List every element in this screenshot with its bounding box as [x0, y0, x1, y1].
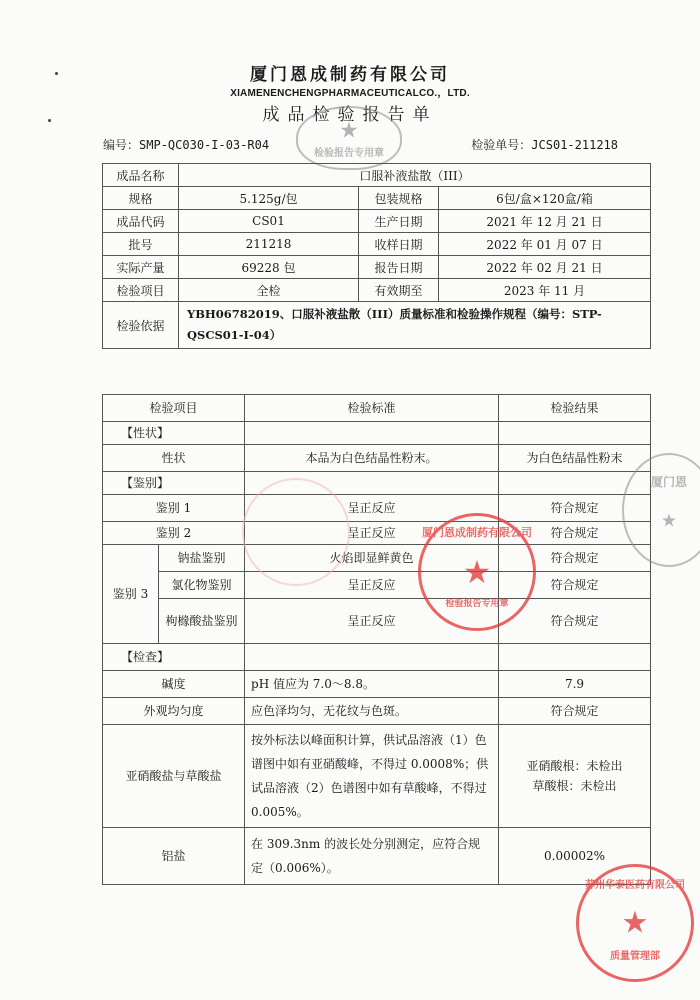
company-name-en: XIAMENENCHENGPHARMACEUTICALCO.，LTD. [230, 88, 470, 99]
doc-no-label: 编号： [103, 138, 140, 152]
doc-no-value: SMP-QC030-I-03-R04 [139, 138, 270, 152]
id1-item: 鉴别 1 [103, 495, 245, 522]
product-name-value: 口服补液盐散（III） [179, 164, 651, 187]
id1-standard: 呈正反应 [245, 495, 499, 522]
table-row [103, 572, 651, 599]
id3c-standard: 呈正反应 [245, 599, 499, 644]
id3a-standard: 火焰即显鲜黄色 [245, 545, 499, 572]
section-identification: 【鉴别】 [103, 472, 245, 495]
section-check: 【检查】 [103, 644, 245, 671]
table-row [103, 472, 651, 495]
uniformity-result: 符合规定 [499, 698, 651, 725]
table-row [103, 233, 651, 256]
aluminum-item: 铝盐 [103, 828, 245, 885]
expiry-value: 2023 年 11 月 [439, 279, 651, 302]
table-row [103, 422, 651, 445]
appearance-item: 性状 [103, 445, 245, 472]
product-info-table [102, 163, 651, 349]
report-no-label: 检验单号： [471, 138, 532, 152]
table-row [103, 302, 651, 349]
id2-item: 鉴别 2 [103, 522, 245, 545]
table-row [103, 279, 651, 302]
red-stamp-subtext: 检验报告专用章 [445, 599, 509, 609]
code-label: 成品代码 [103, 210, 179, 233]
appearance-standard: 本品为白色结晶性粉末。 [245, 445, 499, 472]
star-icon: ★ [462, 553, 492, 591]
table-row [103, 828, 651, 885]
package-label: 包装规格 [359, 187, 439, 210]
id3a-item: 钠盐鉴别 [159, 545, 245, 572]
id3c-item: 枸橼酸盐鉴别 [159, 599, 245, 644]
mfg-date-label: 生产日期 [359, 210, 439, 233]
spec-label: 规格 [103, 187, 179, 210]
table-row [103, 187, 651, 210]
col-item-header: 检验项目 [103, 395, 245, 422]
basis-label: 检验依据 [103, 302, 179, 349]
mfg-date-value: 2021 年 12 月 21 日 [439, 210, 651, 233]
output-label: 实际产量 [103, 256, 179, 279]
table-row [103, 644, 651, 671]
product-name-label: 成品名称 [103, 164, 179, 187]
basis-value: YBH06782019、口服补液盐散（III）质量标准和检验操作规程（编号：STP-QSCS01-I-04） [179, 302, 651, 349]
table-row [103, 164, 651, 187]
table-header-row [103, 395, 651, 422]
section-appearance: 【性状】 [103, 422, 245, 445]
table-row [103, 725, 651, 828]
id2-result: 符合规定 [499, 522, 651, 545]
quality-stamp-subtext: 质量管理部 [610, 951, 660, 962]
quality-stamp-text: 苏州华泰医药有限公司 [585, 880, 685, 891]
table-row [103, 495, 651, 522]
receive-date-label: 收样日期 [359, 233, 439, 256]
id1-result: 符合规定 [499, 495, 651, 522]
items-label: 检验项目 [103, 279, 179, 302]
id2-standard: 呈正反应 [245, 522, 499, 545]
table-row [103, 522, 651, 545]
id3-group-label: 鉴别 3 [103, 545, 159, 644]
uniformity-item: 外观均匀度 [103, 698, 245, 725]
report-date-value: 2022 年 02 月 21 日 [439, 256, 651, 279]
aluminum-result: 0.00002% [499, 828, 651, 885]
output-value: 69228 包 [179, 256, 359, 279]
batch-value: 211218 [179, 233, 359, 256]
document-title: 成品检验报告单 [262, 105, 438, 125]
company-name-cn: 厦门恩成制药有限公司 [250, 65, 450, 85]
spec-value: 5.125g/包 [179, 187, 359, 210]
report-number [471, 136, 618, 153]
col-result-header: 检验结果 [499, 395, 651, 422]
document-number [103, 136, 269, 153]
id3b-standard: 呈正反应 [245, 572, 499, 599]
nitrite-result-line: 亚硝酸根：未检出 [526, 759, 623, 773]
col-standard-header: 检验标准 [245, 395, 499, 422]
code-value: CS01 [179, 210, 359, 233]
receive-date-value: 2022 年 01 月 07 日 [439, 233, 651, 256]
aluminum-standard: 在 309.3nm 的波长处分别测定，应符合规定（0.006%）。 [245, 828, 499, 885]
star-icon: ★ [621, 905, 649, 941]
nitrite-result [499, 725, 651, 828]
report-date-label: 报告日期 [359, 256, 439, 279]
results-table [102, 394, 651, 885]
star-icon: ★ [660, 510, 678, 532]
appearance-result: 为白色结晶性粉末 [499, 445, 651, 472]
items-value: 全检 [179, 279, 359, 302]
alkalinity-standard: pH 值应为 7.0～8.8。 [245, 671, 499, 698]
gray-inspection-stamp [296, 106, 402, 170]
nitrite-standard: 按外标法以峰面积计算，供试品溶液（1）色谱图中如有亚硝酸峰，不得过 0.0008%；供试品溶液（2）色谱图中如有草酸峰，不得过 0.005%。 [245, 725, 499, 828]
report-no-value: JCS01-211218 [531, 138, 618, 152]
alkalinity-item: 碱度 [103, 671, 245, 698]
table-row [103, 599, 651, 644]
red-stamp-text: 厦门恩成制药有限公司 [422, 526, 532, 539]
expiry-label: 有效期至 [359, 279, 439, 302]
right-stamp-text: 厦门恩 [650, 475, 687, 489]
id3c-result: 符合规定 [499, 599, 651, 644]
uniformity-standard: 应色泽均匀，无花纹与色斑。 [245, 698, 499, 725]
id3b-item: 氯化物鉴别 [159, 572, 245, 599]
table-row [103, 545, 651, 572]
table-row [103, 256, 651, 279]
oxalate-result-line: 草酸根：未检出 [532, 779, 617, 793]
nitrite-item: 亚硝酸盐与草酸盐 [103, 725, 245, 828]
table-row [103, 445, 651, 472]
table-row [103, 698, 651, 725]
batch-label: 批号 [103, 233, 179, 256]
id3a-result: 符合规定 [499, 545, 651, 572]
package-value: 6包/盒×120盒/箱 [439, 187, 651, 210]
gray-stamp-text: 检验报告专用章 [314, 148, 384, 159]
table-row [103, 210, 651, 233]
id3b-result: 符合规定 [499, 572, 651, 599]
alkalinity-result: 7.9 [499, 671, 651, 698]
table-row [103, 671, 651, 698]
star-icon: ★ [339, 118, 359, 144]
faint-stamp [242, 478, 350, 586]
